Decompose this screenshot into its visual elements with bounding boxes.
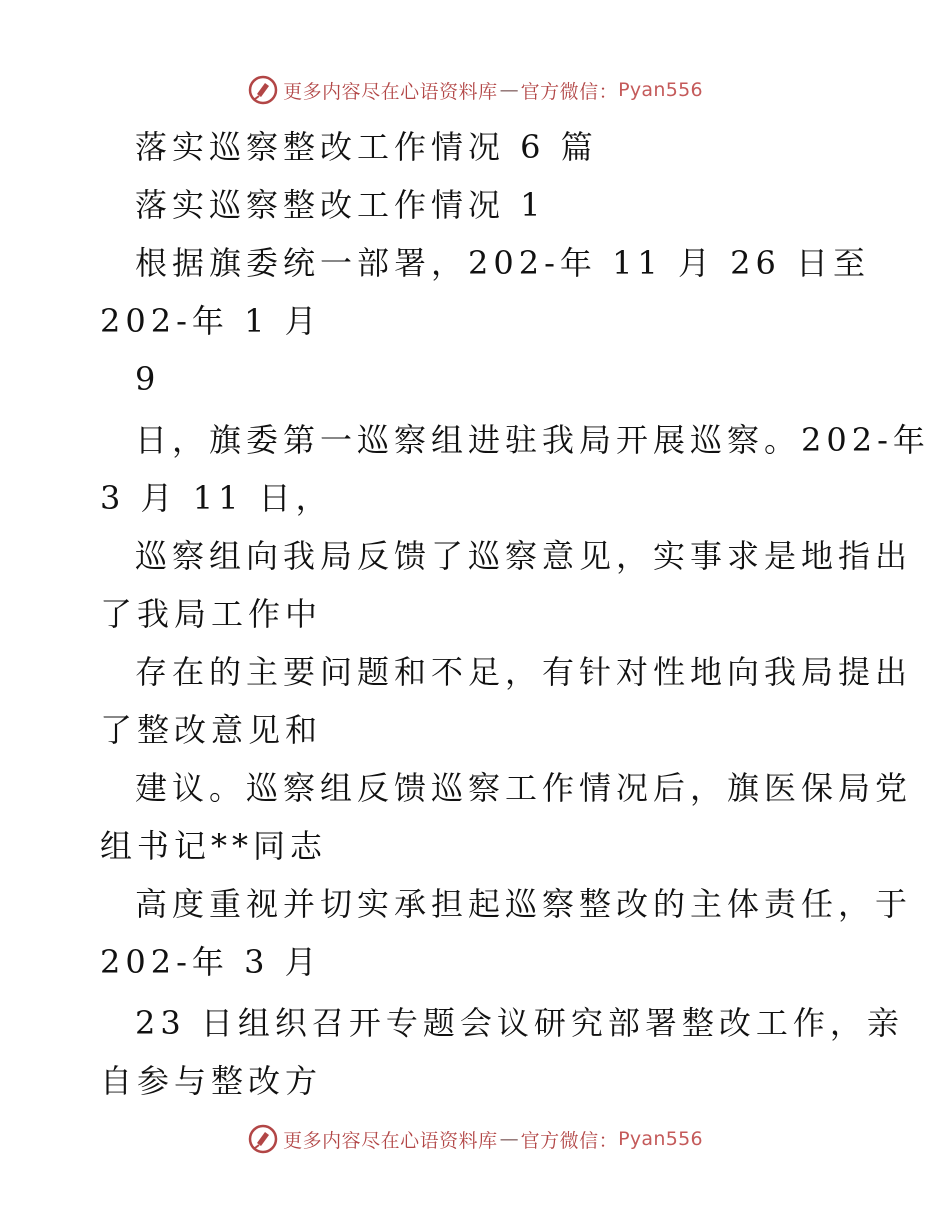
header-watermark xyxy=(0,70,950,110)
text-line: 高度重视并切实承担起巡察整改的主体责任，于 xyxy=(135,885,913,923)
text-line: 9 xyxy=(135,360,161,398)
watermark-separator: — xyxy=(499,79,519,101)
watermark-label: 官方微信： xyxy=(520,1129,619,1152)
watermark-text: 更多内容尽在心语资料库 xyxy=(283,1129,498,1152)
document-title: 落实巡察整改工作情况 6 篇 xyxy=(135,128,598,166)
watermark-separator: — xyxy=(499,1128,519,1150)
brand-logo-icon xyxy=(247,1123,279,1155)
text-line: 日，旗委第一巡察组进驻我局开展巡察。202-年 xyxy=(135,421,930,459)
watermark-account: Pyan556 xyxy=(618,79,703,101)
text-line: 根据旗委统一部署，202-年 11 月 26 日至 xyxy=(135,244,871,282)
watermark-account: Pyan556 xyxy=(618,1128,703,1150)
text-line: 了我局工作中 xyxy=(100,595,323,633)
text-line: 巡察组向我局反馈了巡察意见，实事求是地指出 xyxy=(135,537,913,575)
watermark-label: 官方微信： xyxy=(520,80,619,103)
text-line: 自参与整改方 xyxy=(100,1062,323,1100)
text-line: 建议。巡察组反馈巡察工作情况后，旗医保局党 xyxy=(135,769,913,807)
text-line: 202-年 3 月 xyxy=(100,943,322,981)
text-line: 3 月 11 日， xyxy=(100,479,333,517)
text-line: 202-年 1 月 xyxy=(100,302,322,340)
section-heading: 落实巡察整改工作情况 1 xyxy=(135,186,546,224)
watermark-text: 更多内容尽在心语资料库 xyxy=(283,80,498,103)
text-line: 存在的主要问题和不足，有针对性地向我局提出 xyxy=(135,653,913,691)
text-line: 了整改意见和 xyxy=(100,711,323,749)
footer-watermark xyxy=(0,1119,950,1159)
text-line: 23 日组织召开专题会议研究部署整改工作，亲 xyxy=(135,1004,904,1042)
brand-logo-icon xyxy=(247,74,279,106)
text-line: 组书记**同志 xyxy=(100,827,328,865)
